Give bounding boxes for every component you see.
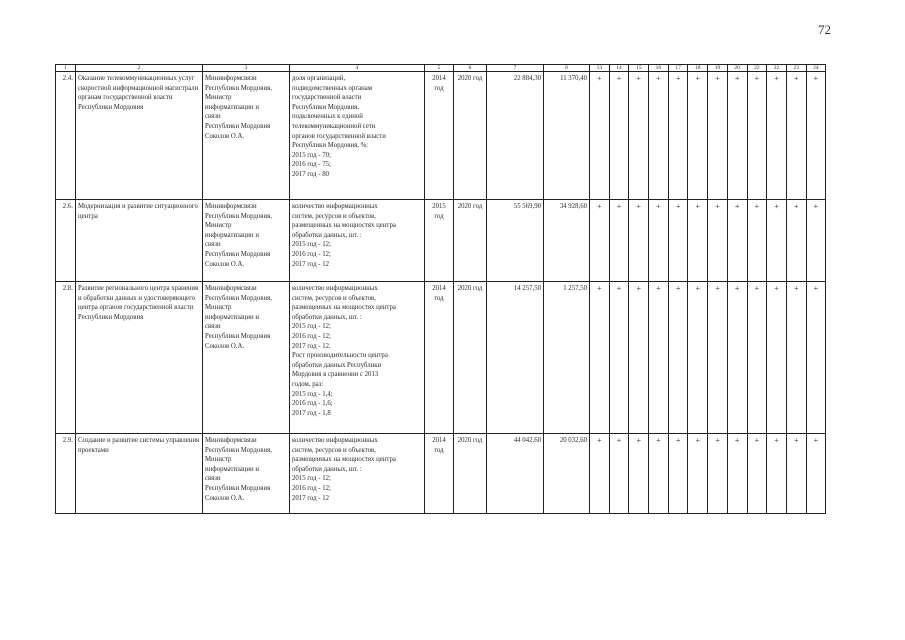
activity-name: Оказание телекоммуникационных услуг скоростной информационной магистрали органам государственной власти Республики Мордовия — [76, 72, 203, 200]
responsible-line: Мининформсвязи — [205, 437, 257, 444]
total-funding: 22 884,30 — [487, 72, 544, 200]
quarter-mark: + — [668, 282, 688, 434]
quarter-mark: + — [767, 282, 787, 434]
indicator-line: органов государственной власти — [292, 132, 386, 140]
responsible-line: Министр — [205, 94, 232, 102]
target-indicator — [290, 200, 425, 282]
indicator-line: Республики Мордовия, — [292, 103, 359, 111]
quarter-mark: + — [767, 72, 787, 200]
quarter-mark: + — [806, 434, 826, 514]
column-number: 7 — [487, 65, 544, 72]
quarter-mark: + — [629, 200, 649, 282]
column-number: 2 — [76, 65, 203, 72]
column-number: 18 — [688, 65, 708, 72]
responsible-line: информатизации и — [205, 465, 260, 473]
indicator-line: подключенных к единой — [292, 113, 363, 121]
column-number: 23 — [786, 65, 806, 72]
quarter-mark: + — [727, 72, 747, 200]
quarter-mark: + — [806, 72, 826, 200]
quarter-mark: + — [609, 72, 629, 200]
quarter-mark: + — [590, 72, 610, 200]
target-indicator — [290, 434, 425, 514]
quarter-mark: + — [727, 200, 747, 282]
indicator-line: систем, ресурсов и объектов, — [292, 212, 376, 220]
responsible-line: связи — [205, 113, 221, 121]
column-number: 24 — [806, 65, 826, 72]
quarter-mark: + — [629, 72, 649, 200]
start-year: 2014 год — [425, 434, 454, 514]
quarter-mark: + — [708, 200, 728, 282]
target-indicator — [290, 282, 425, 434]
indicator-line: 2017 год - 12 — [292, 260, 330, 268]
item-number: 2.6. — [56, 200, 76, 282]
column-number: 3 — [203, 65, 290, 72]
responsible-line: информатизации и — [205, 103, 260, 111]
indicator-line: годом, раз: — [292, 380, 324, 388]
indicator-line: размещенных на мощностях центра — [292, 456, 396, 464]
responsible-line: Республики Мордовия, — [205, 294, 272, 302]
quarter-mark: + — [747, 434, 767, 514]
indicator-line: телекоммуникационной сети — [292, 122, 376, 130]
responsible-line: Республики Мордовия, — [205, 446, 272, 454]
quarter-mark: + — [590, 282, 610, 434]
quarter-mark: + — [688, 282, 708, 434]
indicator-line: 2016 год - 12; — [292, 332, 331, 340]
responsible-line: Соколов О.А. — [205, 494, 245, 502]
table-row — [56, 72, 826, 200]
quarter-mark: + — [708, 72, 728, 200]
activity-name: Создание и развитие системы управления проектами — [76, 434, 203, 514]
quarter-mark: + — [727, 434, 747, 514]
indicator-line: Республики Мордовия, %: — [292, 142, 369, 150]
plan-table — [55, 64, 826, 514]
column-number: 15 — [629, 65, 649, 72]
column-number: 20 — [727, 65, 747, 72]
quarter-mark: + — [590, 434, 610, 514]
responsible-line: связи — [205, 241, 221, 249]
quarter-mark: + — [786, 200, 806, 282]
responsible-line: Соколов О.А. — [205, 132, 245, 140]
column-number: 8 — [544, 65, 590, 72]
quarter-mark: + — [649, 434, 669, 514]
indicator-line: 2017 год - 12 — [292, 494, 330, 502]
total-funding: 55 569,90 — [487, 200, 544, 282]
quarter-mark: + — [727, 282, 747, 434]
indicator-line: 2017 год - 12. — [292, 342, 331, 350]
indicator-line: Мордовия в сравнении с 2013 — [292, 371, 379, 379]
quarter-mark: + — [649, 200, 669, 282]
column-number: 19 — [708, 65, 728, 72]
quarter-mark: + — [668, 72, 688, 200]
quarter-mark: + — [609, 434, 629, 514]
responsible-line: Соколов О.А. — [205, 260, 245, 268]
end-year: 2020 год — [454, 282, 487, 434]
responsible-executor — [203, 200, 290, 282]
start-year: 2015 год — [425, 200, 454, 282]
target-indicator — [290, 72, 425, 200]
indicator-line: количество информационных — [292, 203, 378, 210]
quarter-mark: + — [590, 200, 610, 282]
responsible-line: Республики Мордовия — [205, 484, 271, 492]
quarter-mark: + — [786, 72, 806, 200]
indicator-line: 2016 год - 1,6; — [292, 400, 333, 408]
budget-funding: 11 370,40 — [544, 72, 590, 200]
quarter-mark: + — [806, 282, 826, 434]
column-number: 17 — [668, 65, 688, 72]
quarter-mark: + — [649, 282, 669, 434]
responsible-line: Республики Мордовия, — [205, 84, 272, 92]
total-funding: 14 257,50 — [487, 282, 544, 434]
indicator-line: 2015 год - 70; — [292, 151, 331, 159]
indicator-line: 2017 год - 80 — [292, 170, 330, 178]
column-number: 16 — [649, 65, 669, 72]
start-year: 2014 год — [425, 72, 454, 200]
column-number: 4 — [290, 65, 425, 72]
responsible-line: Министр — [205, 304, 232, 312]
quarter-mark: + — [747, 282, 767, 434]
indicator-line: обработки данных, шт. : — [292, 465, 362, 473]
quarter-mark: + — [688, 200, 708, 282]
quarter-mark: + — [747, 200, 767, 282]
indicator-line: обработки данных, шт. : — [292, 313, 362, 321]
indicator-line: 2015 год - 12; — [292, 323, 331, 331]
budget-funding: 20 032,60 — [544, 434, 590, 514]
indicator-line: 2016 год - 12; — [292, 250, 331, 258]
quarter-mark: + — [609, 282, 629, 434]
responsible-line: Соколов О.А. — [205, 342, 245, 350]
responsible-line: Министр — [205, 222, 232, 230]
indicator-line: обработки данных, шт. : — [292, 231, 362, 239]
column-number: 14 — [609, 65, 629, 72]
quarter-mark: + — [629, 282, 649, 434]
indicator-line: систем, ресурсов и объектов, — [292, 294, 376, 302]
budget-funding: 1 257,50 — [544, 282, 590, 434]
end-year: 2020 год — [454, 72, 487, 200]
column-number: 5 — [425, 65, 454, 72]
activity-name: Модернизация и развитие ситуационного центра — [76, 200, 203, 282]
column-number: 13 — [590, 65, 610, 72]
total-funding: 44 042,60 — [487, 434, 544, 514]
indicator-line: 2015 год - 12; — [292, 475, 331, 483]
indicator-line: доля организаций, — [292, 75, 346, 82]
quarter-mark: + — [609, 200, 629, 282]
column-number: 6 — [454, 65, 487, 72]
end-year: 2020 год — [454, 200, 487, 282]
budget-funding: 34 928,60 — [544, 200, 590, 282]
indicator-line: систем, ресурсов и объектов, — [292, 446, 376, 454]
indicator-line: количество информационных — [292, 285, 378, 292]
indicator-line: государственной власти — [292, 94, 362, 102]
item-number: 2.9. — [56, 434, 76, 514]
responsible-line: Республики Мордовия — [205, 122, 271, 130]
quarter-mark: + — [786, 282, 806, 434]
responsible-executor — [203, 434, 290, 514]
indicator-line: подведомственных органам — [292, 84, 373, 92]
quarter-mark: + — [806, 200, 826, 282]
indicator-line: обработки данных Республики — [292, 361, 382, 369]
responsible-line: информатизации и — [205, 313, 260, 321]
responsible-line: Министр — [205, 456, 232, 464]
quarter-mark: + — [668, 200, 688, 282]
responsible-executor — [203, 282, 290, 434]
table-row — [56, 200, 826, 282]
indicator-line: 2017 год - 1,8 — [292, 409, 331, 417]
quarter-mark: + — [708, 434, 728, 514]
quarter-mark: + — [688, 434, 708, 514]
activity-name: Развитие регионального центра хранения и обработки данных и удостоверяющего центра органов государственной власти Республики Мордовия — [76, 282, 203, 434]
responsible-line: связи — [205, 323, 221, 331]
responsible-line: информатизации и — [205, 231, 260, 239]
column-number: 1 — [56, 65, 76, 72]
item-number: 2.8. — [56, 282, 76, 434]
table-row — [56, 282, 826, 434]
indicator-line: количество информационных — [292, 437, 378, 444]
quarter-mark: + — [708, 282, 728, 434]
quarter-mark: + — [786, 434, 806, 514]
column-number: 22 — [767, 65, 787, 72]
indicator-line: 2016 год - 75; — [292, 161, 331, 169]
responsible-line: Мининформсвязи — [205, 203, 257, 210]
column-number-row — [56, 65, 826, 72]
quarter-mark: + — [747, 72, 767, 200]
item-number: 2.4. — [56, 72, 76, 200]
quarter-mark: + — [767, 200, 787, 282]
indicator-line: 2016 год - 12; — [292, 484, 331, 492]
page-number: 72 — [818, 22, 831, 37]
responsible-line: связи — [205, 475, 221, 483]
start-year: 2014 год — [425, 282, 454, 434]
table-row — [56, 434, 826, 514]
quarter-mark: + — [629, 434, 649, 514]
responsible-line: Мининформсвязи — [205, 285, 257, 292]
indicator-line: размещенных на мощностях центра — [292, 222, 396, 230]
quarter-mark: + — [767, 434, 787, 514]
indicator-line: Рост производительности центра — [292, 352, 388, 360]
quarter-mark: + — [649, 72, 669, 200]
indicator-line: 2015 год - 1,4; — [292, 390, 333, 398]
indicator-line: 2015 год - 12; — [292, 241, 331, 249]
column-number: 22 — [747, 65, 767, 72]
responsible-line: Республики Мордовия — [205, 332, 271, 340]
quarter-mark: + — [668, 434, 688, 514]
end-year: 2020 год — [454, 434, 487, 514]
responsible-line: Республики Мордовия, — [205, 212, 272, 220]
responsible-executor — [203, 72, 290, 200]
responsible-line: Республики Мордовия — [205, 250, 271, 258]
indicator-line: размещенных на мощностях центра — [292, 304, 396, 312]
quarter-mark: + — [688, 72, 708, 200]
responsible-line: Мининформсвязи — [205, 75, 257, 82]
